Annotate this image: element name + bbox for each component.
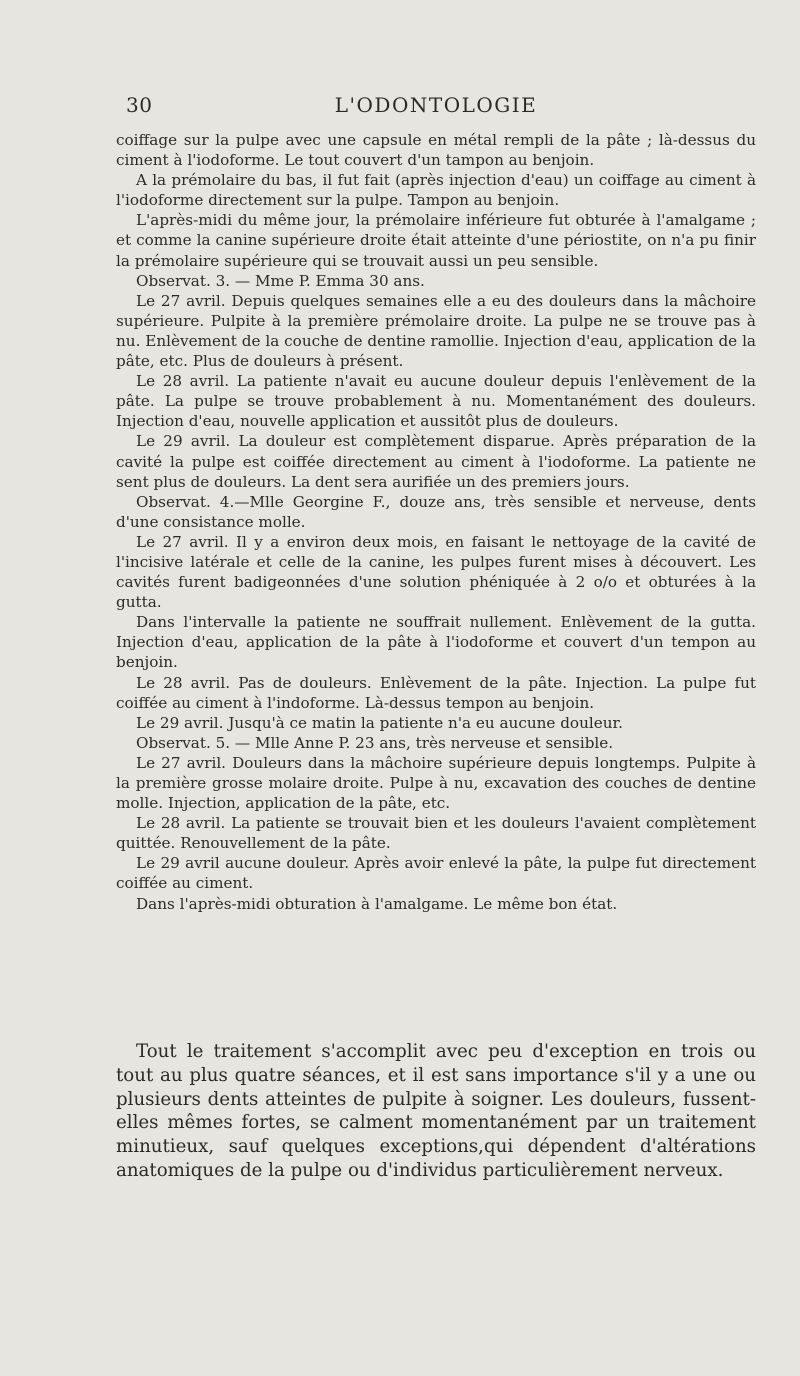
body-text [116,130,756,914]
paragraph: Le 29 avril. Jusqu'à ce matin la patiente n'a eu aucune douleur. [136,713,623,732]
running-title: L'ODONTOLOGIE [334,93,538,117]
paragraph: Le 29 avril. La douleur est complètement disparue. Après préparation de la cavité la pulpe est coiffée directement au ciment à l'iodoforme. La patiente ne sent plus de douleurs. La dent sera aurifiée un des premiers jours. [116,432,756,491]
paragraph: Dans l'après-midi obturation à l'amalgame. Le même bon état. [136,894,618,913]
paragraph: Observat. 4.—Mlle Georgine F., douze ans, très sensible et nerveuse, dents d'une consistance molle. [116,492,756,531]
paragraph: Le 28 avril. La patiente n'avait eu aucune douleur depuis l'enlèvement de la pâte. La pulpe se trouve probablement à nu. Momentanément des douleurs. Injection d'eau, nouvelle application et aussitôt plus de douleurs. [116,372,756,431]
conclusion-paragraph: Tout le traitement s'accomplit avec peu d'exception en trois ou tout au plus quatre séances, et il est sans importance s'il y a une ou plusieurs dents atteintes de pulpite à soigner. Les douleurs, fussent-elles mêmes fortes, se calment momentanément par un traitement minutieux, sauf quelques exceptions,qui dépendent d'altérations anatomiques de la pulpe ou d'individus particulièrement nerveux. [116,1041,756,1181]
paragraph: Le 28 avril. La patiente se trouvait bien et les douleurs l'avaient complètement quittée. Renouvellement de la pâte. [116,814,756,853]
paragraph: Le 29 avril aucune douleur. Après avoir enlevé la pâte, la pulpe fut directement coiffée au ciment. [116,854,756,893]
page-number: 30 [126,93,153,117]
paragraph: coiffage sur la pulpe avec une capsule en métal rempli de la pâte ; là-dessus du ciment à l'iodoforme. Le tout couvert d'un tampon au benjoin. [116,131,756,170]
paragraph: Observat. 3. — Mme P. Emma 30 ans. [136,271,425,290]
conclusion-text [116,1040,756,1183]
page-header [116,93,756,123]
paragraph: Observat. 5. — Mlle Anne P. 23 ans, très nerveuse et sensible. [136,733,614,752]
paragraph: Dans l'intervalle la patiente ne souffrait nullement. Enlèvement de la gutta. Injection d'eau, application de la pâte à l'iodoforme et couvert d'un tempon au benjoin. [116,613,756,672]
paragraph: Le 27 avril. Il y a environ deux mois, en faisant le nettoyage de la cavité de l'incisive latérale et celle de la canine, les pulpes furent mises à découvert. Les cavités furent badigeonnées d'une solution phéniquée à 2 o/o et obturées à la gutta. [116,532,756,612]
paragraph: Le 27 avril. Douleurs dans la mâchoire supérieure depuis longtemps. Pulpite à la première grosse molaire droite. Pulpe à nu, excavation des couches de dentine molle. Injection, application de la pâte, etc. [116,753,756,813]
paragraph: A la prémolaire du bas, il fut fait (après injection d'eau) un coiffage au ciment à l'iodoforme directement sur la pulpe. Tampon au benjoin. [116,171,756,210]
paragraph: L'après-midi du même jour, la prémolaire inférieure fut obturée à l'amalgame ; et comme la canine supérieure droite était atteinte d'une périostite, on n'a pu finir la prémolaire supérieure qui se trouvait aussi un peu sensible. [116,211,756,270]
paragraph: Le 28 avril. Pas de douleurs. Enlèvement de la pâte. Injection. La pulpe fut coiffée au ciment à l'indoforme. Là-dessus tempon au benjoin. [116,673,756,712]
paragraph: Le 27 avril. Depuis quelques semaines elle a eu des douleurs dans la mâchoire supérieure. Pulpite à la première prémolaire droite. La pulpe ne se trouve pas à nu. Enlèvement de la couche de dentine ramollie. Injection d'eau, application de la pâte, etc. Plus de douleurs à présent. [116,291,756,371]
